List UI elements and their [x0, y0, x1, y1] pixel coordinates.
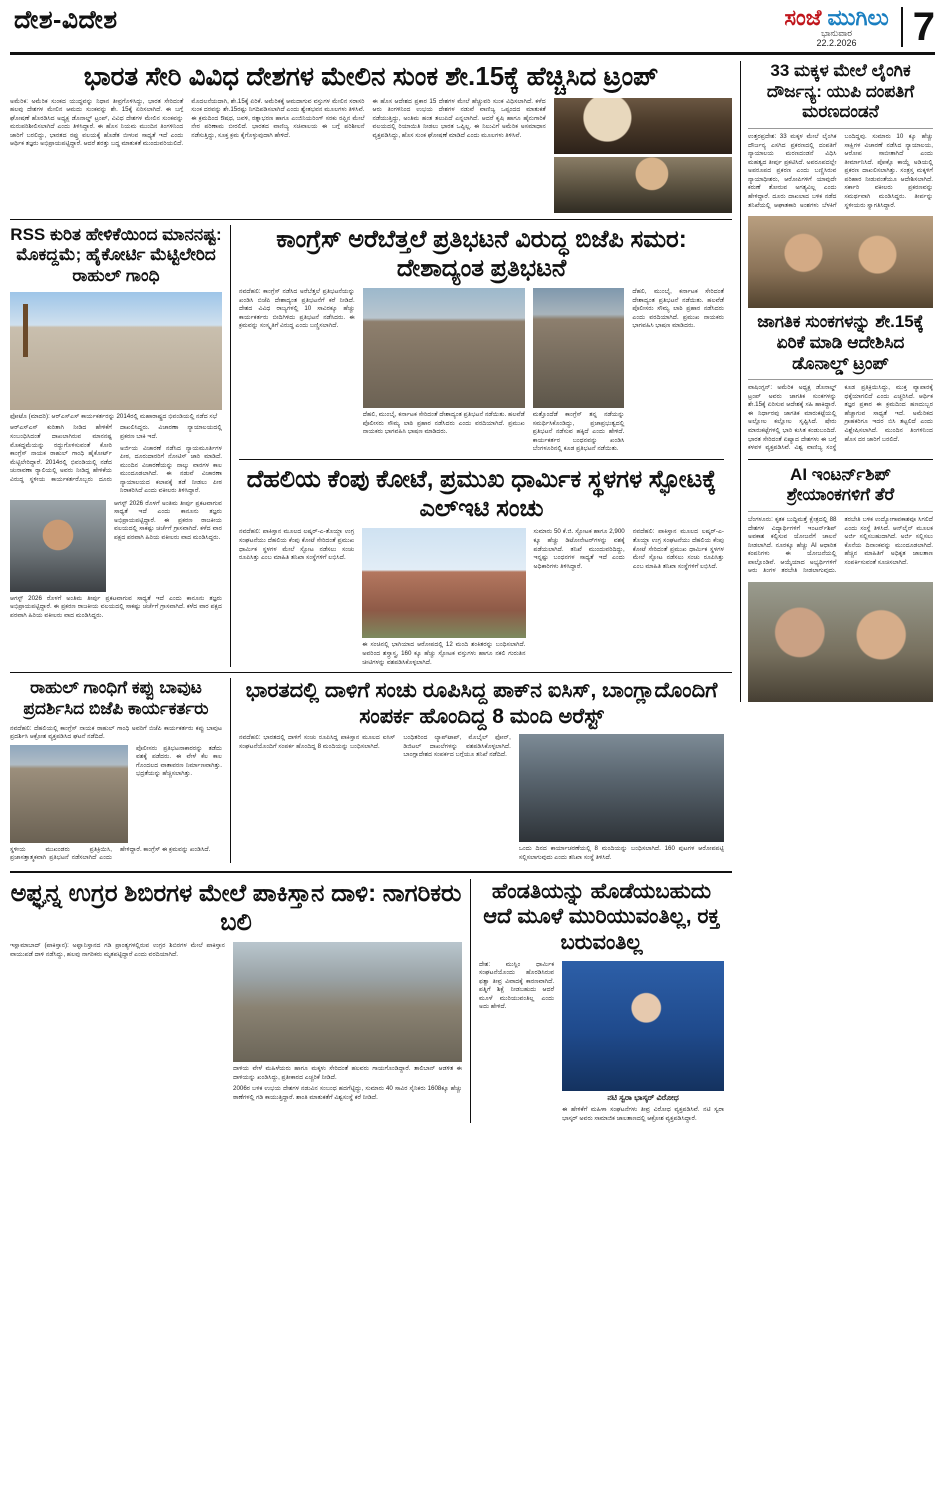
article-pocso-body: ಉತ್ತರಪ್ರದೇಶ: 33 ಮಕ್ಕಳ ಮೇಲೆ ಲೈಂಗಿಕ ದೌರ್ಜನ್ಯ ಎಸಗಿದ ಪ್ರಕರಣದಲ್ಲಿ ದಂಪತಿಗೆ ನ್ಯಾಯಾಲಯ ಮರಣದಂಡನೆ ವಿಧಿಸಿ ಮಹತ್ವದ ತೀರ್ಪು ಪ್ರಕಟಿಸಿದೆ. ಅಪರೂಪದಲ್ಲೇ ಅಪರೂಪದ ಪ್ರಕರಣ ಎಂದು ಬಣ್ಣಿಸಿರುವ ನ್ಯಾಯಾಧೀಶರು, ಆರೋಪಿಗಳಿಗೆ ಯಾವುದೇ ಕರುಣೆ ತೋರುವ ಅಗತ್ಯವಿಲ್ಲ ಎಂದು ಹೇಳಿದ್ದಾರೆ. ದೂರು ದಾಖಲಾದ ಬಳಿಕ ನಡೆದ ತನಿಖೆಯಲ್ಲಿ ಆಘಾತಕಾರಿ ಅಂಶಗಳು ಬೆಳಕಿಗೆ ಬಂದಿದ್ದವು. ಸುಮಾರು 10 ಕ್ಕೂ ಹೆಚ್ಚು ಸಾಕ್ಷಿಗಳ ವಿಚಾರಣೆ ನಡೆಸಿದ ನ್ಯಾಯಾಲಯ, ಆರೋಪ ಸಾಬೀತಾಗಿದೆ ಎಂದು ತೀರ್ಮಾನಿಸಿದೆ. ಪೋಕ್ಸೊ ಕಾಯ್ದೆ ಅಡಿಯಲ್ಲಿ ಪ್ರಕರಣ ದಾಖಲಿಸಲಾಗಿತ್ತು. ಸಂತ್ರಸ್ತ ಮಕ್ಕಳಿಗೆ ಪರಿಹಾರ ನೀಡುವಂತೆಯೂ ಆದೇಶಿಸಲಾಗಿದೆ. ಸರ್ಕಾರಿ ವಕೀಲರು ಪ್ರಕರಣವನ್ನು ಸಮರ್ಥವಾಗಿ ಮಂಡಿಸಿದ್ದರು. ತೀರ್ಪನ್ನು ಸ್ಥಳೀಯರು ಸ್ವಾಗತಿಸಿದ್ದಾರೆ.	[748, 133, 933, 209]
brand-logo	[784, 6, 888, 48]
article-afghan-headline: ಅಫ್ಘನ್ನ ಉಗ್ರರ ಶಿಬಿರಗಳ ಮೇಲೆ ಪಾಕಿಸ್ತಾನ ದಾಳಿ: ನಾಗರಿಕರು ಬಲಿ	[10, 879, 462, 937]
article-congress-col3: ಮತ್ತೊಂದೆಡೆ ಕಾಂಗ್ರೆಸ್ ತನ್ನ ನಡೆಯನ್ನು ಸಮರ್ಥಿಸಿಕೊಂಡಿದ್ದು, ಪ್ರಜಾಪ್ರಭುತ್ವದಲ್ಲಿ ಪ್ರತಿಭಟನೆ ನಡೆಸುವ ಹಕ್ಕಿದೆ ಎಂದು ಹೇಳಿದೆ. ಕಾರ್ಯಕರ್ತರ ಬಂಧನವನ್ನು ಖಂಡಿಸಿ ಬೆಂಗಳೂರಿನಲ್ಲಿ ಕೂಡ ಪ್ರತಿಭಟನೆ ನಡೆಯಿತು.	[532, 411, 625, 453]
photo-trump-podium	[554, 98, 732, 154]
article-redfort-col2: ಈ ಸಂಚಿನಲ್ಲಿ ಭಾಗಿಯಾದ ಆರೋಪದಲ್ಲಿ 12 ಮಂದಿ ಶಂಕಿತರನ್ನು ಬಂಧಿಸಲಾಗಿದೆ. ಅವರಿಂದ ಶಸ್ತ್ರಾಸ್ತ್ರ, 160 ಕ್ಕೂ ಹೆಚ್ಚು ಸ್ಫೋಟಕ ವಸ್ತುಗಳು ಹಾಗೂ ನಕಲಿ ಗುರುತಿನ ಚೀಟಿಗಳನ್ನು ವಶಪಡಿಸಿಕೊಳ್ಳಲಾಗಿದೆ.	[362, 641, 526, 666]
brand-name-part-b: ಮುಗಿಲು	[827, 5, 889, 30]
article-rss-col3: ಆಗಸ್ಟ್ 2026 ರೊಳಗೆ ಅಂತಿಮ ತೀರ್ಪು ಪ್ರಕಟವಾಗುವ ಸಾಧ್ಯತೆ ಇದೆ ಎಂದು ಕಾನೂನು ತಜ್ಞರು ಅಭಿಪ್ರಾಯಪಟ್ಟಿದ್ದಾರೆ. ಈ ಪ್ರಕರಣ ರಾಜಕೀಯ ವಲಯದಲ್ಲಿ ಸಾಕಷ್ಟು ಚರ್ಚೆಗೆ ಗ್ರಾಸವಾಗಿದೆ. ಕಳೆದ ವಾರ ಪಕ್ಷದ ಪರವಾಗಿ ಹಿರಿಯ ವಕೀಲರು ವಾದ ಮಂಡಿಸಿದ್ದರು.	[10, 594, 222, 619]
article-bjp-intro: ನವದೆಹಲಿ: ದೆಹಲಿಯಲ್ಲಿ ಕಾಂಗ್ರೆಸ್ ನಾಯಕ ರಾಹುಲ್ ಗಾಂಧಿ ಅವರಿಗೆ ಬಿಜೆಪಿ ಕಾರ್ಯಕರ್ತರು ಕಪ್ಪು ಬಾವುಟ ಪ್ರದರ್ಶಿಸಿ ಆಕ್ರೋಶ ವ್ಯಕ್ತಪಡಿಸಿದ ಘಟನೆ ನಡೆದಿದೆ.	[10, 724, 222, 741]
photo-airstrike-rubble	[233, 942, 462, 1062]
article-fatwa-headline: ಹೆಂಡತಿಯನ್ನು ಹೊಡೆಯಬಹುದು ಆದೆ ಮೂಳೆ ಮುರಿಯುವಂತಿಲ್ಲ, ರಕ್ತ ಬರುವಂತಿಲ್ಲ	[483, 879, 720, 954]
article-fatwa	[470, 879, 724, 1123]
photo-red-fort	[362, 528, 525, 638]
article-congress-col2: ದೆಹಲಿ, ಮುಂಬೈ, ಕರ್ನಾಟಕ ಸೇರಿದಂತೆ ದೇಶಾದ್ಯಂತ ಪ್ರತಿಭಟನೆ ನಡೆಯಿತು. ಹಲವೆಡೆ ಪೊಲೀಸರು ಸೌಮ್ಯ ಲಾಠಿ ಪ್ರಹಾರ ನಡೆಸಿದರು ಎಂದು ವರದಿಯಾಗಿದೆ. ಪ್ರಮುಖ ನಾಯಕರು ಭಾಗವಹಿಸಿ ಭಾಷಣ ಮಾಡಿದರು.	[362, 411, 525, 436]
article-fatwa-photo-caption: ನಟಿ ಸ್ವರಾ ಭಾಸ್ಕರ್ ವಿರೋಧ	[607, 1092, 679, 1102]
photo-modi	[554, 157, 732, 213]
article-congress-col1: ನವದೆಹಲಿ: ಕಾಂಗ್ರೆಸ್ ನಡೆಸಿದ ಅರೆಬೆತ್ತಲೆ ಪ್ರತಿಭಟನೆಯನ್ನು ಖಂಡಿಸಿ ಬಿಜೆಪಿ ದೇಶಾದ್ಯಂತ ಪ್ರತಿಭಟನೆಗೆ ಕರೆ ನೀಡಿದೆ. ದೇಶದ ವಿವಿಧ ರಾಜ್ಯಗಳಲ್ಲಿ 10 ಸಾವಿರಕ್ಕೂ ಹೆಚ್ಚು ಕಾರ್ಯಕರ್ತರು ಬೀದಿಗಿಳಿದು ಪ್ರತಿಭಟನೆ ನಡೆಸಿದರು. ಈ ಕ್ರಮವನ್ನು ಸಂಸ್ಕೃತಿಗೆ ವಿರುದ್ಧ ಎಂದು ಬಣ್ಣಿಸಲಾಗಿದೆ.	[239, 288, 355, 330]
article-rss-headline: RSS ಕುರಿತ ಹೇಳಿಕೆಯಿಂದ ಮಾನನಷ್ಟ: ಮೊಕದ್ದಮೆ; ಹೈಕೋರ್ಟಿ ಮೆಟ್ಟಿಲೇರಿದ ರಾಹುಲ್ ಗಾಂಧಿ	[10, 224, 222, 286]
article-redfort-col4: ನವದೆಹಲಿ: ಪಾಕಿಸ್ತಾನ ಮೂಲದ ಲಷ್ಕರ್-ಎ-ತೊಯ್ಬಾ ಉಗ್ರ ಸಂಘಟನೆಯು ದೆಹಲಿಯ ಕೆಂಪು ಕೋಟೆ ಸೇರಿದಂತೆ ಪ್ರಮುಖ ಧಾರ್ಮಿಕ ಸ್ಥಳಗಳ ಮೇಲೆ ಸ್ಫೋಟ ನಡೆಸಲು ಸಂಚು ರೂಪಿಸಿತ್ತು ಎಂಬ ಮಾಹಿತಿ ತನಿಖಾ ಸಂಸ್ಥೆಗಳಿಗೆ ಲಭಿಸಿದೆ.	[632, 528, 724, 570]
article-tariff-headline: ಭಾರತ ಸೇರಿ ವಿವಿಧ ದೇಶಗಳ ಮೇಲಿನ ಸುಂಕ ಶೇ.15ಕ್ಕೆ ಹೆಚ್ಚಿಸಿದ ಟ್ರಂಪ್	[83, 60, 659, 91]
photo-burqa-woman	[562, 961, 724, 1091]
article-fatwa-col2: ಈ ಹೇಳಿಕೆಗೆ ಮಹಿಳಾ ಸಂಘಟನೆಗಳು ತೀವ್ರ ವಿರೋಧ ವ್ಯಕ್ತಪಡಿಸಿವೆ. ನಟಿ ಸ್ವರಾ ಭಾಸ್ಕರ್ ಅವರು ಸಾಮಾಜಿಕ ಜಾಲತಾಣದಲ್ಲಿ ಆಕ್ರೋಶ ವ್ಯಕ್ತಪಡಿಸಿದ್ದಾರೆ.	[562, 1106, 724, 1122]
masthead	[10, 6, 935, 55]
article-afghan	[10, 879, 462, 1123]
photo-rss-rally	[10, 292, 222, 410]
article-redfort-headline: ದೆಹಲಿಯ ಕೆಂಪು ಕೋಟೆ, ಪ್ರಮುಖ ಧಾರ್ಮಿಕ ಸ್ಥಳಗಳ ಸ್ಫೋಟಕ್ಕೆ ಎಲ್‌ಇಟಿ ಸಂಚು	[246, 465, 717, 523]
article-bjp-blackflag-headline: ರಾಹುಲ್ ಗಾಂಧಿಗೆ ಕಪ್ಪು ಬಾವುಟ ಪ್ರದರ್ಶಿಸಿದ ಬಿಜೆಪಿ ಕಾರ್ಯಕರ್ತರು	[23, 678, 209, 718]
brand-name	[784, 6, 888, 29]
page-number: 7	[901, 7, 935, 47]
section-title: ದೇಶ-ವಿದೇಶ	[14, 6, 118, 34]
article-pocso-headline: 33 ಮಕ್ಕಳ ಮೇಲೆ ಲೈಂಗಿಕ ದೌರ್ಜನ್ಯ: ಯುಪಿ ದಂಪತಿಗೆ ಮರಣದಂಡನೆ	[766, 60, 915, 122]
article-isis-col3: ಒಂದು ದಿನದ ಕಾರ್ಯಾಚರಣೆಯಲ್ಲಿ 8 ಮಂದಿಯನ್ನು ಬಂಧಿಸಲಾಗಿದೆ. 160 ಪುಟಗಳ ಆರೋಪಪಟ್ಟಿ ಸಲ್ಲಿಸಲಾಗುವುದು ಎಂದು ತನಿಖಾ ಸಂಸ್ಥೆ ತಿಳಿಸಿದೆ.	[518, 845, 724, 861]
article-rss	[10, 225, 222, 667]
page-body	[10, 61, 935, 1123]
article-fatwa-col1: ದೇಶ: ಮುಸ್ಲಿಂ ಧಾರ್ಮಿಕ ಸಂಘಟನೆಯೊಂದು ಹೊರಡಿಸಿರುವ ಫತ್ವಾ ತೀವ್ರ ವಿವಾದಕ್ಕೆ ಕಾರಣವಾಗಿದೆ. ಪತ್ನಿಗೆ ಶಿಕ್ಷೆ ನೀಡಬಹುದು ಆದರೆ ಮೂಳೆ ಮುರಿಯುವಂತಿಲ್ಲ ಎಂದು ಅದು ಹೇಳಿದೆ.	[479, 960, 555, 1011]
article-rss-sidebar: ಆಗಸ್ಟ್ 2026 ರೊಳಗೆ ಅಂತಿಮ ತೀರ್ಪು ಪ್ರಕಟವಾಗುವ ಸಾಧ್ಯತೆ ಇದೆ ಎಂದು ಕಾನೂನು ತಜ್ಞರು ಅಭಿಪ್ರಾಯಪಟ್ಟಿದ್ದಾರೆ. ಈ ಪ್ರಕರಣ ರಾಜಕೀಯ ವಲಯದಲ್ಲಿ ಸಾಕಷ್ಟು ಚರ್ಚೆಗೆ ಗ್ರಾಸವಾಗಿದೆ. ಕಳೆದ ವಾರ ಪಕ್ಷದ ಪರವಾಗಿ ಹಿರಿಯ ವಕೀಲರು ವಾದ ಮಂಡಿಸಿದ್ದರು.	[114, 499, 222, 541]
article-bjp-col3: ಸ್ಥಳೀಯ ಮುಖಂಡರು ಪ್ರತಿಕ್ರಿಯಿಸಿ, ಪ್ರಜಾಸತ್ತಾತ್ಮಕವಾಗಿ ಪ್ರತಿಭಟನೆ ನಡೆಸಲಾಗಿದೆ ಎಂದು ಹೇಳಿದ್ದಾರೆ. ಕಾಂಗ್ರೆಸ್ ಈ ಕ್ರಮವನ್ನು ಖಂಡಿಸಿದೆ.	[10, 845, 211, 862]
article-afghan-col3: 2006ರ ಬಳಿಕ ಉಭಯ ದೇಶಗಳ ನಡುವಿನ ಸಂಬಂಧ ಹದಗೆಟ್ಟಿದ್ದು, ಸುಮಾರು 40 ಸಾವಿರ ಸೈನಿಕರು 1608ಕ್ಕೂ ಹೆಚ್ಚು ಠಾಣೆಗಳಲ್ಲಿ ಗಡಿ ಕಾಯುತ್ತಿದ್ದಾರೆ. ಶಾಂತಿ ಮಾತುಕತೆಗೆ ವಿಶ್ವಸಂಸ್ಥೆ ಕರೆ ನೀಡಿದೆ.	[233, 1085, 462, 1101]
article-afghan-col1: ಇಸ್ಲಾಮಾಬಾದ್ (ಪಾಕಿಸ್ತಾನ): ಅಫ್ಘಾನಿಸ್ತಾನದ ಗಡಿ ಪ್ರಾಂತ್ಯಗಳಲ್ಲಿರುವ ಉಗ್ರರ ಶಿಬಿರಗಳ ಮೇಲೆ ಪಾಕಿಸ್ತಾನ ವಾಯುಪಡೆ ದಾಳಿ ನಡೆಸಿದ್ದು, ಹಲವು ನಾಗರಿಕರು ಮೃತಪಟ್ಟಿದ್ದಾರೆ ಎಂದು ವರದಿಯಾಗಿದೆ.	[10, 942, 225, 958]
article-rss-col2: ಅರ್ಜಿಯ ವಿಚಾರಣೆ ನಡೆಸಿದ ನ್ಯಾಯಮೂರ್ತಿಗಳ ಪೀಠ, ದೂರುದಾರರಿಗೆ ನೋಟಿಸ್ ಜಾರಿ ಮಾಡಿದೆ. ಮುಂದಿನ ವಿಚಾರಣೆಯನ್ನು ನಾಲ್ಕು ವಾರಗಳ ಕಾಲ ಮುಂದೂಡಲಾಗಿದೆ. ಈ ನಡುವೆ ವಿಚಾರಣಾ ನ್ಯಾಯಾಲಯದ ಕಲಾಪಕ್ಕೆ ತಡೆ ನೀಡಲು ಪೀಠ ನಿರಾಕರಿಸಿದೆ ಎಂದು ವಕೀಲರು ತಿಳಿಸಿದ್ದಾರೆ.	[120, 444, 222, 495]
article-congress-headline: ಕಾಂಗ್ರೆಸ್ ಅರೆಬೆತ್ತಲೆ ಪ್ರತಿಭಟನೆ ವಿರುದ್ಧ ಬಿಜೆಪಿ ಸಮರ: ದೇಶಾದ್ಯಂತ ಪ್ರತಿಭಟನೆ	[276, 225, 687, 282]
brand-weekday: ಭಾನುವಾರ	[821, 28, 852, 39]
article-ai-internship	[748, 465, 933, 576]
article-isis-col1: ನವದೆಹಲಿ: ಭಾರತದಲ್ಲಿ ದಾಳಿಗೆ ಸಂಚು ರೂಪಿಸಿದ್ದ ಪಾಕಿಸ್ತಾನ ಮೂಲದ ಐಸಿಸ್ ಸಂಘಟನೆಯೊಂದಿಗೆ ಸಂಪರ್ಕ ಹೊಂದಿದ್ದ 8 ಮಂದಿಯನ್ನು ಬಂಧಿಸಲಾಗಿದೆ.	[239, 734, 396, 750]
article-global-tariff-body: ವಾಷಿಂಗ್ಟನ್: ಅಮೆರಿಕ ಅಧ್ಯಕ್ಷ ಡೊನಾಲ್ಡ್ ಟ್ರಂಪ್ ಅವರು ಜಾಗತಿಕ ಸುಂಕಗಳನ್ನು ಶೇ.15ಕ್ಕೆ ಏರಿಸುವ ಆದೇಶಕ್ಕೆ ಸಹಿ ಹಾಕಿದ್ದಾರೆ. ಈ ನಿರ್ಧಾರವು ಜಾಗತಿಕ ಮಾರುಕಟ್ಟೆಯಲ್ಲಿ ಅಲ್ಲೋಲ ಕಲ್ಲೋಲ ಸೃಷ್ಟಿಸಿದೆ. ಷೇರು ಮಾರುಕಟ್ಟೆಗಳಲ್ಲಿ ಭಾರಿ ಕುಸಿತ ಕಂಡುಬಂದಿದೆ. ಭಾರತ ಸೇರಿದಂತೆ ಏಷ್ಯಾದ ದೇಶಗಳು ಈ ಬಗ್ಗೆ ಕಳವಳ ವ್ಯಕ್ತಪಡಿಸಿವೆ. ವಿಶ್ವ ವಾಣಿಜ್ಯ ಸಂಸ್ಥೆ ಕೂಡ ಪ್ರತಿಕ್ರಿಯಿಸಿದ್ದು, ಮುಕ್ತ ವ್ಯಾಪಾರಕ್ಕೆ ಧಕ್ಕೆಯಾಗಲಿದೆ ಎಂದು ಎಚ್ಚರಿಸಿದೆ. ಆರ್ಥಿಕ ತಜ್ಞರ ಪ್ರಕಾರ ಈ ಕ್ರಮದಿಂದ ಹಣದುಬ್ಬರ ಹೆಚ್ಚಾಗುವ ಸಾಧ್ಯತೆ ಇದೆ. ಅಮೆರಿಕದ ಗ್ರಾಹಕರಿಗೂ ಇದರ ಬಿಸಿ ತಟ್ಟಲಿದೆ ಎಂದು ವಿಶ್ಲೇಷಿಸಲಾಗಿದೆ. ಮುಂದಿನ ತಿಂಗಳಿನಿಂದ ಹೊಸ ದರ ಜಾರಿಗೆ ಬರಲಿದೆ.	[748, 384, 933, 452]
article-tariff-col1: ಅಮೆರಿಕ: ಅಮೆರಿಕ ಸುಂಕದ ಯುದ್ಧವನ್ನು ನಿಧಾನ ತೀವ್ರಗೊಳಿಸಿದ್ದು, ಭಾರತ ಸೇರಿದಂತೆ ಹಲವು ದೇಶಗಳ ಮೇಲಿನ ಆಮದು ಸುಂಕವನ್ನು ಶೇ. 15ಕ್ಕೆ ಏರಿಸಲಾಗಿದೆ. ಈ ಬಗ್ಗೆ ಘೋಷಣೆ ಹೊರಡಿಸಿದ ಅಧ್ಯಕ್ಷ ಡೊನಾಲ್ಡ್ ಟ್ರಂಪ್, ವಿವಿಧ ದೇಶಗಳ ಮೇಲಿನ ಸುಂಕವನ್ನು ಮರುಪರಿಶೀಲಿಸಲಾಗಿದೆ ಎಂದು ತಿಳಿಸಿದ್ದಾರೆ. ಈ ಹೊಸ ನಿಯಮ ಮುಂದಿನ ತಿಂಗಳಿನಿಂದ ಜಾರಿಗೆ ಬರಲಿದ್ದು, ಭಾರತದ ರಫ್ತು ವಲಯಕ್ಕೆ ಹೊಡೆತ ಬೀಳುವ ಸಾಧ್ಯತೆ ಇದೆ ಎಂದು ಆರ್ಥಿಕ ತಜ್ಞರು ಅಭಿಪ್ರಾಯಪಟ್ಟಿದ್ದಾರೆ. ಆದರೆ ಶರತ್ತು ಬದ್ಧ ಮಾತುಕತೆ ಮುಂದುವರಿಯಲಿದೆ.	[10, 97, 184, 148]
masthead-brand-group	[784, 6, 935, 48]
row-bjp-isis	[10, 678, 732, 863]
article-pocso	[748, 61, 933, 210]
article-isis-headline: ಭಾರತದಲ್ಲಿ ದಾಳಿಗೆ ಸಂಚು ರೂಪಿಸಿದ್ದ ಪಾಕ್‌ನ ಐಸಿಸ್, ಬಾಂಗ್ಲಾದೊಂದಿಗೆ ಸಂಪರ್ಕ ಹೊಂದಿದ್ದ 8 ಮಂದಿ ಅರೆಸ್ಟ್	[245, 679, 718, 728]
article-isis-col2: ಬಂಧಿತರಿಂದ ಲ್ಯಾಪ್‌ಟಾಪ್, ಮೊಬೈಲ್ ಫೋನ್, ಡಿಜಿಟಲ್ ದಾಖಲೆಗಳನ್ನು ವಶಪಡಿಸಿಕೊಳ್ಳಲಾಗಿದೆ. ಬಾಂಗ್ಲಾದೇಶದ ಸಂಪರ್ಕದ ಬಗ್ಗೆಯೂ ತನಿಖೆ ನಡೆದಿದೆ.	[403, 734, 511, 759]
photo-black-flag-protest	[10, 745, 128, 843]
photo-congress-protest	[363, 288, 525, 408]
article-bjp-col2: ಪೊಲೀಸರು ಪ್ರತಿಭಟನಾಕಾರರನ್ನು ತಡೆದು ವಶಕ್ಕೆ ಪಡೆದರು. ಈ ವೇಳೆ ಕೆಲ ಕಾಲ ಗೊಂದಲದ ವಾತಾವರಣ ನಿರ್ಮಾಣವಾಗಿತ್ತು. ಭದ್ರತೆಯನ್ನು ಹೆಚ್ಚಿಸಲಾಗಿತ್ತು.	[136, 744, 222, 778]
article-global-tariff-headline: ಜಾಗತಿಕ ಸುಂಕಗಳನ್ನು ಶೇ.15ಕ್ಕೆ ಏರಿಕೆ ಮಾಡಿ ಆದೇಶಿಸಿದ ಡೊನಾಲ್ಡ್ ಟ್ರಂಪ್	[757, 312, 924, 373]
brand-date: 22.2.2026	[816, 37, 857, 48]
article-bjp-blackflag	[10, 678, 222, 863]
article-isis	[230, 678, 724, 863]
photo-convicted-couple	[748, 216, 933, 308]
col-congress-redfort	[230, 225, 724, 667]
photo-ai-story	[748, 582, 933, 702]
row-rss-congress	[10, 225, 732, 667]
article-rss-col1: ಆರ್‌ಎಸ್‌ಎಸ್ ಕುರಿತಾಗಿ ನೀಡಿದ ಹೇಳಿಕೆಗೆ ಸಂಬಂಧಿಸಿದಂತೆ ದಾಖಲಾಗಿರುವ ಮಾನನಷ್ಟ ಮೊಕದ್ದಮೆಯನ್ನು ರದ್ದುಗೊಳಿಸುವಂತೆ ಕೋರಿ ಕಾಂಗ್ರೆಸ್ ನಾಯಕ ರಾಹುಲ್ ಗಾಂಧಿ ಹೈಕೋರ್ಟ್ ಮೆಟ್ಟಿಲೇರಿದ್ದಾರೆ. 2014ರಲ್ಲಿ ಭಿವಂಡಿಯಲ್ಲಿ ನಡೆದ ಚುನಾವಣಾ ರ‍್ಯಾಲಿಯಲ್ಲಿ ಅವರು ನೀಡಿದ್ದ ಹೇಳಿಕೆಯ ವಿರುದ್ಧ ಸ್ಥಳೀಯ ಕಾರ್ಯಕರ್ತರೊಬ್ಬರು ದೂರು ದಾಖಲಿಸಿದ್ದರು. ವಿಚಾರಣಾ ನ್ಯಾಯಾಲಯದಲ್ಲಿ ಪ್ರಕರಣ ಬಾಕಿ ಇದೆ.	[10, 424, 222, 483]
right-rail	[740, 61, 933, 1123]
article-tariff-col2: ಮೊದಲನೆಯದಾಗಿ, ಶೇ.15ಕ್ಕೆ ಏರಿಕೆ. ಅಮೆರಿಕಕ್ಕೆ ಆಮದಾಗುವ ವಸ್ತುಗಳ ಮೇಲಿನ ಸರಾಸರಿ ಸುಂಕ ದರವನ್ನು ಶೇ.15ರಷ್ಟು ನಿಗದಿಪಡಿಸಲಾಗಿದೆ ಎಂದು ಶ್ವೇತಭವನ ಮೂಲಗಳು ತಿಳಿಸಿವೆ. ಈ ಕ್ರಮದಿಂದ ಔಷಧ, ಜವಳಿ, ರತ್ನಾಭರಣ ಹಾಗೂ ಎಂಜಿನಿಯರಿಂಗ್ ಸರಕು ರಫ್ತಿನ ಮೇಲೆ ನೇರ ಪರಿಣಾಮ ಬೀರಲಿದೆ. ಭಾರತದ ವಾಣಿಜ್ಯ ಸಚಿವಾಲಯ ಈ ಬಗ್ಗೆ ಪರಿಶೀಲನೆ ನಡೆಸುತ್ತಿದ್ದು, ಸೂಕ್ತ ಕ್ರಮ ಕೈಗೊಳ್ಳುವುದಾಗಿ ಹೇಳಿದೆ.	[191, 97, 365, 139]
article-global-tariff	[748, 312, 933, 453]
article-rss-photo-caption: ಫೋಟೊ (ಮಾದರಿ): ಆರ್‌ಎಸ್‌ಎಸ್ ಕಾರ್ಯಕರ್ತರನ್ನು 2014ರಲ್ಲಿ ಮಹಾರಾಷ್ಟ್ರದ ಭಿವಂಡಿಯಲ್ಲಿ ನಡೆದ ಸಭೆ	[10, 412, 218, 420]
article-tariff	[10, 61, 732, 213]
photo-arrest-car	[519, 734, 724, 842]
photo-bjp-protest-crowd	[533, 288, 625, 408]
article-tariff-col3: ಈ ಹೊಸ ಆದೇಶದ ಪ್ರಕಾರ 15 ದೇಶಗಳ ಮೇಲೆ ಹೆಚ್ಚುವರಿ ಸುಂಕ ವಿಧಿಸಲಾಗಿದೆ. ಕಳೆದ ಆರು ತಿಂಗಳಿನಿಂದ ಉಭಯ ದೇಶಗಳ ನಡುವೆ ವಾಣಿಜ್ಯ ಒಪ್ಪಂದದ ಮಾತುಕತೆ ನಡೆಯುತ್ತಿದ್ದು, ಅಂತಿಮ ಹಂತ ತಲುಪಿದೆ ಎನ್ನಲಾಗಿದೆ. ಆದರೆ ಕೃಷಿ ಹಾಗೂ ಹೈನುಗಾರಿಕೆ ವಲಯದಲ್ಲಿ ರಿಯಾಯಿತಿ ನೀಡಲು ಭಾರತ ಒಪ್ಪಿಲ್ಲ. ಈ ನಿಲುವಿಗೆ ಅಮೆರಿಕ ಅಸಮಾಧಾನ ವ್ಯಕ್ತಪಡಿಸಿದ್ದು, ಹೊಸ ಸುಂಕ ಘೋಷಣೆ ಮಾಡಿದೆ ಎಂದು ಮೂಲಗಳು ತಿಳಿಸಿವೆ.	[372, 97, 546, 139]
photo-rahul-gandhi	[10, 500, 106, 592]
main-column	[10, 61, 732, 1123]
article-afghan-col2: ದಾಳಿಯ ವೇಳೆ ಮಹಿಳೆಯರು ಹಾಗೂ ಮಕ್ಕಳು ಸೇರಿದಂತೆ ಹಲವರು ಗಾಯಗೊಂಡಿದ್ದಾರೆ. ತಾಲಿಬಾನ್ ಆಡಳಿತ ಈ ದಾಳಿಯನ್ನು ಖಂಡಿಸಿದ್ದು, ಪ್ರತೀಕಾರದ ಎಚ್ಚರಿಕೆ ನೀಡಿದೆ.	[233, 1065, 462, 1081]
article-congress-col4: ದೆಹಲಿ, ಮುಂಬೈ, ಕರ್ನಾಟಕ ಸೇರಿದಂತೆ ದೇಶಾದ್ಯಂತ ಪ್ರತಿಭಟನೆ ನಡೆಯಿತು. ಹಲವೆಡೆ ಪೊಲೀಸರು ಸೌಮ್ಯ ಲಾಠಿ ಪ್ರಹಾರ ನಡೆಸಿದರು ಎಂದು ವರದಿಯಾಗಿದೆ. ಪ್ರಮುಖ ನಾಯಕರು ಭಾಗವಹಿಸಿ ಭಾಷಣ ಮಾಡಿದರು.	[632, 288, 725, 330]
article-ai-internship-headline: AI ಇಂಟರ್ನ್‌ಶಿಪ್ ಶ್ರೇಯಾಂಕಗಳಿಗೆ ತೆರೆ	[786, 464, 895, 505]
article-ai-internship-body: ಬೆಂಗಳೂರು: ಕೃತಕ ಬುದ್ಧಿಮತ್ತೆ ಕ್ಷೇತ್ರದಲ್ಲಿ 88 ದೇಶಗಳ ವಿದ್ಯಾರ್ಥಿಗಳಿಗೆ ಇಂಟರ್ನ್‌ಶಿಪ್ ಅವಕಾಶ ಕಲ್ಪಿಸುವ ಯೋಜನೆಗೆ ಚಾಲನೆ ನೀಡಲಾಗಿದೆ. ನೂರಕ್ಕೂ ಹೆಚ್ಚು AI ಆಧಾರಿತ ಕಂಪನಿಗಳು ಈ ಯೋಜನೆಯಲ್ಲಿ ಪಾಲ್ಗೊಂಡಿವೆ. ಆಯ್ಕೆಯಾದ ಅಭ್ಯರ್ಥಿಗಳಿಗೆ ಆರು ತಿಂಗಳ ತರಬೇತಿ ನೀಡಲಾಗುವುದು. ತರಬೇತಿ ಬಳಿಕ ಉದ್ಯೋಗಾವಕಾಶವೂ ಸಿಗಲಿದೆ ಎಂದು ಸಂಸ್ಥೆ ತಿಳಿಸಿದೆ. ಆನ್‌ಲೈನ್ ಮೂಲಕ ಅರ್ಜಿ ಸಲ್ಲಿಸಬಹುದಾಗಿದೆ. ಅರ್ಜಿ ಸಲ್ಲಿಸಲು ಕೊನೆಯ ದಿನಾಂಕವನ್ನು ಮುಂದೂಡಲಾಗಿದೆ. ಹೆಚ್ಚಿನ ಮಾಹಿತಿಗೆ ಅಧಿಕೃತ ಜಾಲತಾಣ ಸಂಪರ್ಕಿಸುವಂತೆ ಸೂಚಿಸಲಾಗಿದೆ.	[748, 516, 933, 575]
article-redfort-col3: ಸುಮಾರು 50 ಕೆ.ಜಿ. ಸ್ಫೋಟಕ ಹಾಗೂ 2,900 ಕ್ಕೂ ಹೆಚ್ಚು ಡಿಟೋನೇಟರ್‌ಗಳನ್ನು ವಶಕ್ಕೆ ಪಡೆಯಲಾಗಿದೆ. ತನಿಖೆ ಮುಂದುವರಿದಿದ್ದು, ಇನ್ನಷ್ಟು ಬಂಧನಗಳ ಸಾಧ್ಯತೆ ಇದೆ ಎಂದು ಅಧಿಕಾರಿಗಳು ತಿಳಿಸಿದ್ದಾರೆ.	[533, 528, 625, 570]
brand-name-part-a: ಸಂಜೆ	[784, 5, 822, 30]
article-redfort-col1: ನವದೆಹಲಿ: ಪಾಕಿಸ್ತಾನ ಮೂಲದ ಲಷ್ಕರ್-ಎ-ತೊಯ್ಬಾ ಉಗ್ರ ಸಂಘಟನೆಯು ದೆಹಲಿಯ ಕೆಂಪು ಕೋಟೆ ಸೇರಿದಂತೆ ಪ್ರಮುಖ ಧಾರ್ಮಿಕ ಸ್ಥಳಗಳ ಮೇಲೆ ಸ್ಫೋಟ ನಡೆಸಲು ಸಂಚು ರೂಪಿಸಿತ್ತು ಎಂಬ ಮಾಹಿತಿ ತನಿಖಾ ಸಂಸ್ಥೆಗಳಿಗೆ ಲಭಿಸಿದೆ.	[239, 528, 355, 562]
row-bottom	[10, 879, 732, 1123]
